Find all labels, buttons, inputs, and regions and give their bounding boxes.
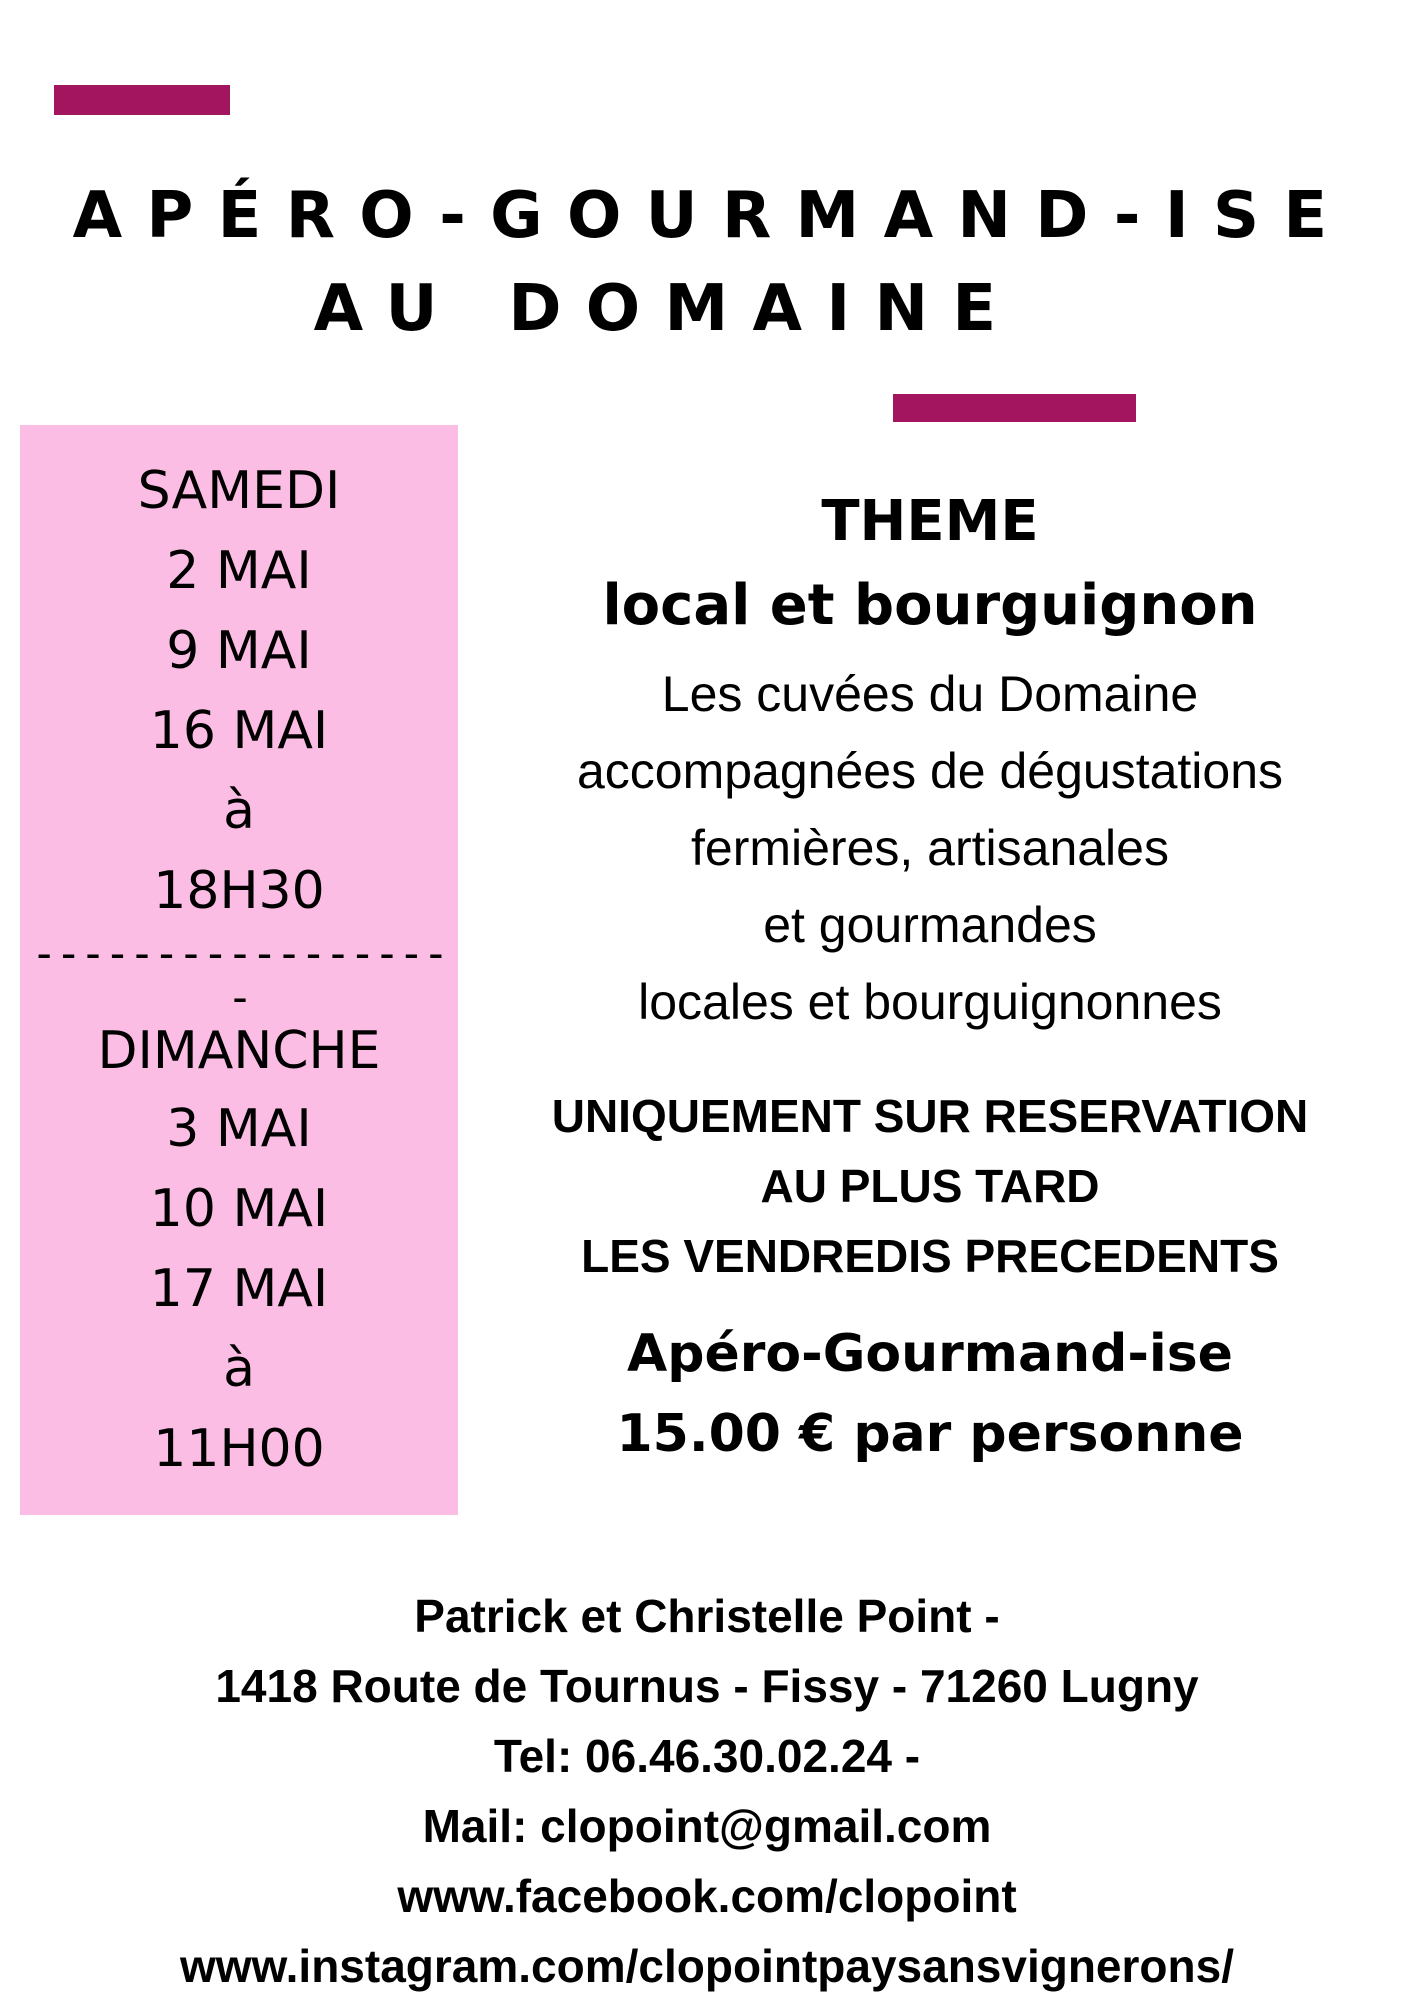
sunday-date-2: 10 MAI	[149, 1179, 329, 1239]
theme-subheading: local et bourguignon	[602, 573, 1258, 638]
contact-names: Patrick et Christelle Point -	[414, 1590, 1000, 1642]
contact-instagram: www.instagram.com/clopointpaysansvignerons/	[180, 1940, 1234, 1992]
dates-panel	[20, 425, 458, 1515]
reservation-line-3: LES VENDREDIS PRECEDENTS	[581, 1230, 1279, 1282]
description-line-2: accompagnées de dégustations	[576, 743, 1284, 799]
theme-heading: THEME	[821, 489, 1039, 554]
saturday-at: à	[223, 781, 255, 841]
contact-address: 1418 Route de Tournus - Fissy - 71260 Lugny	[215, 1660, 1199, 1712]
contact-facebook: www.facebook.com/clopoint	[397, 1870, 1017, 1922]
saturday-date-1: 2 MAI	[166, 541, 312, 601]
reservation-line-2: AU PLUS TARD	[760, 1160, 1100, 1212]
saturday-date-3: 16 MAI	[149, 701, 329, 761]
saturday-date-2: 9 MAI	[166, 621, 312, 681]
price-amount: 15.00 € par personne	[616, 1404, 1244, 1464]
title-line-1: APÉRO-GOURMAND-ISE	[72, 179, 1352, 253]
description-line-3: fermières, artisanales	[691, 820, 1169, 876]
saturday-label: SAMEDI	[137, 461, 341, 521]
sunday-date-3: 17 MAI	[149, 1259, 329, 1319]
sunday-time: 11H00	[153, 1419, 325, 1479]
contact-mail: Mail: clopoint@gmail.com	[422, 1800, 992, 1852]
decorative-bar-middle	[893, 394, 1136, 422]
sunday-at: à	[223, 1339, 255, 1399]
dates-separator: ------------------	[30, 928, 448, 1023]
contact-tel: Tel: 06.46.30.02.24 -	[493, 1730, 921, 1782]
sunday-label: DIMANCHE	[97, 1021, 381, 1081]
decorative-bar-top	[54, 85, 230, 115]
reservation-line-1: UNIQUEMENT SUR RESERVATION	[551, 1090, 1309, 1142]
title-line-2: AU DOMAINE	[313, 272, 1021, 346]
sunday-date-1: 3 MAI	[166, 1099, 312, 1159]
description-line-5: locales et bourguignonnes	[638, 974, 1222, 1030]
price-title: Apéro-Gourmand-ise	[627, 1324, 1233, 1384]
saturday-time: 18H30	[153, 861, 325, 921]
description-line-4: et gourmandes	[763, 897, 1097, 953]
description-line-1: Les cuvées du Domaine	[661, 666, 1199, 722]
